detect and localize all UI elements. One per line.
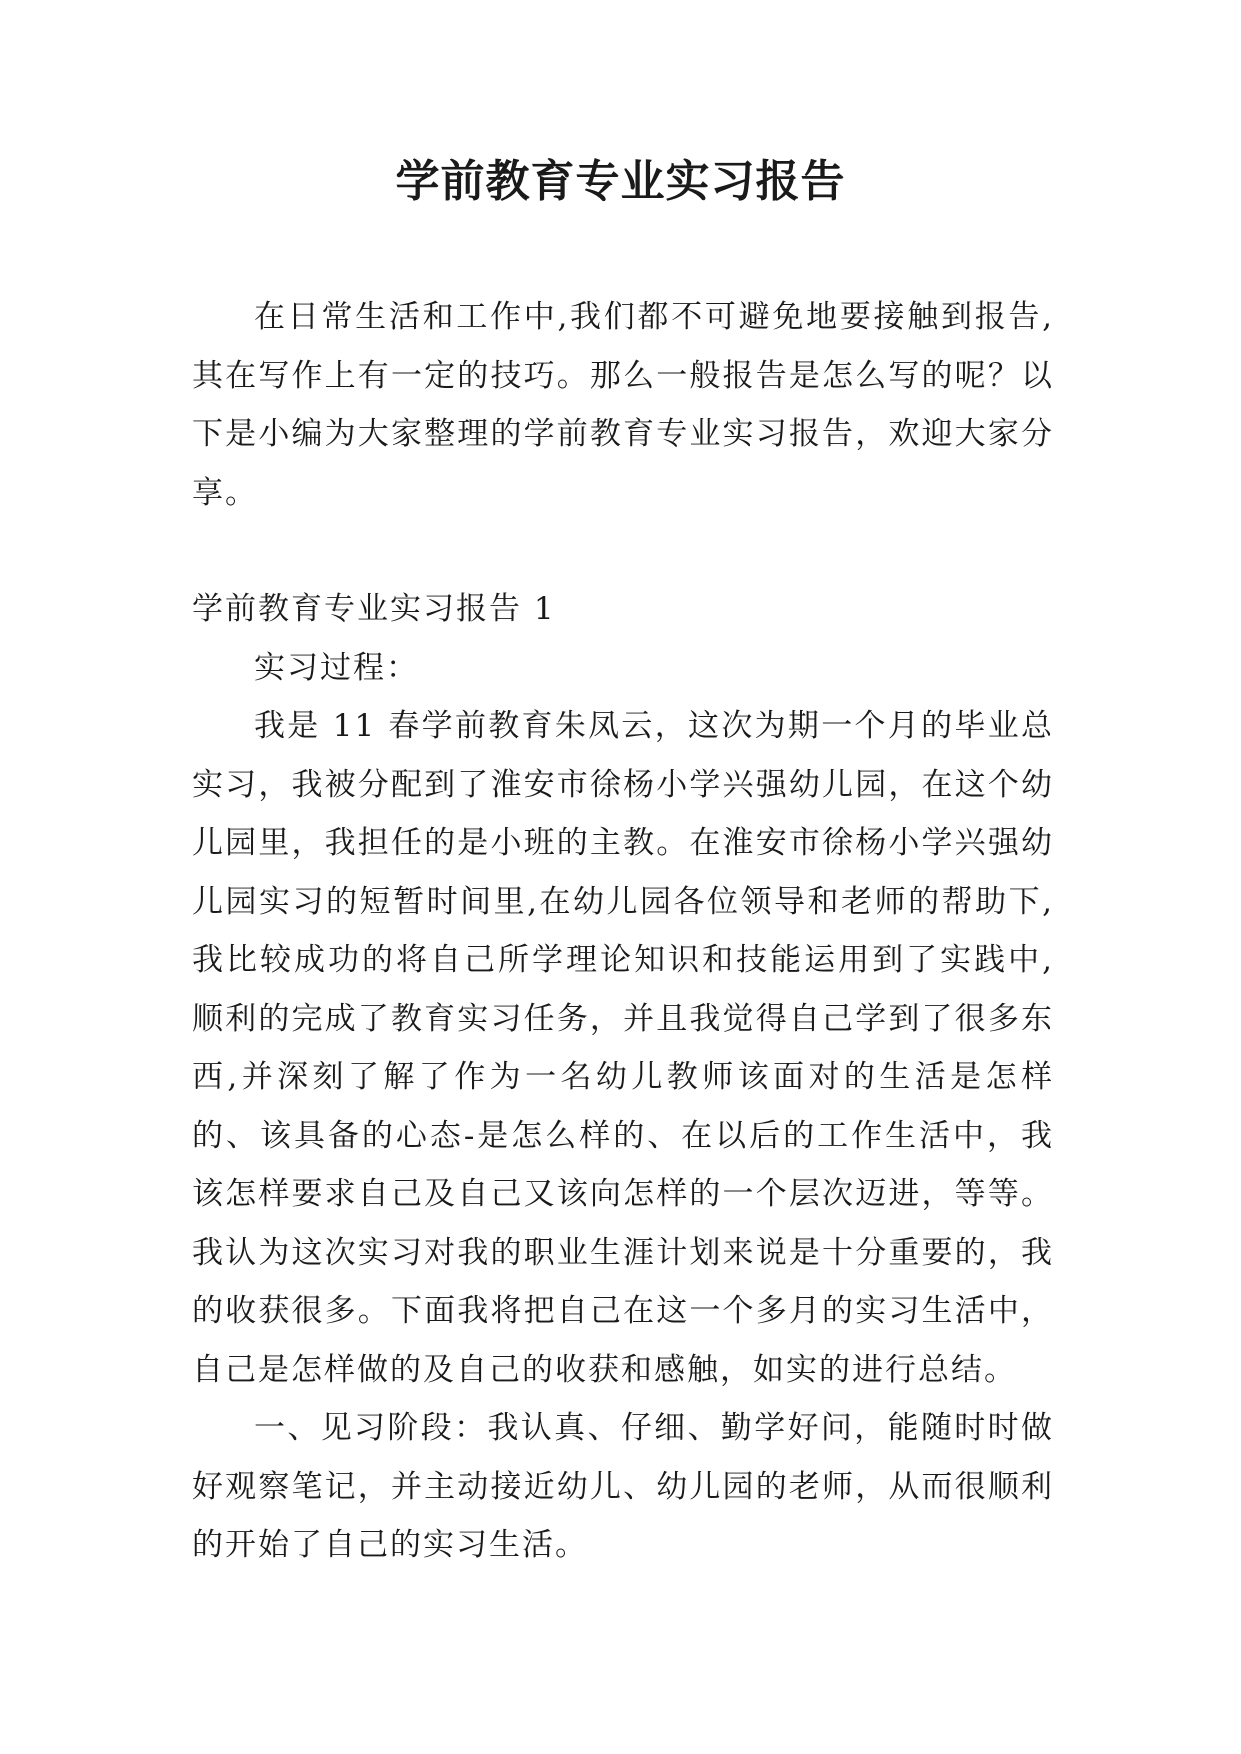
observation-stage-paragraph: 一、见习阶段：我认真、仔细、勤学好问，能随时时做好观察笔记，并主动接近幼儿、幼儿园的老师，从而很顺利的开始了自己的实习生活。 bbox=[192, 1410, 1054, 1563]
body-paragraph: 我是 11 春学前教育朱凤云，这次为期一个月的毕业总实习，我被分配到了淮安市徐杨小学兴强幼儿园，在这个幼儿园里，我担任的是小班的主教。在淮安市徐杨小学兴强幼儿园实习的短暂时间里,在幼儿园各位领导和老师的帮助下,我比较成功的将自己所学理论知识和技能运用到了实践中,顺利的完成了教育实习任务，并且我觉得自己学到了很多东西,并深刻了解了作为一名幼儿教师该面对的生活是怎样的、该具备的心态-是怎么样的、在以后的工作生活中，我该怎样要求自己及自己又该向怎样的一个层次迈进，等等。我认为这次实习对我的职业生涯计划来说是十分重要的，我的收获很多。下面我将把自己在这一个多月的实习生活中，自己是怎样做的及自己的收获和感触，如实的进行总结。 bbox=[192, 708, 1054, 1388]
paragraph-spacer bbox=[192, 522, 1054, 580]
process-label-paragraph: 实习过程： bbox=[254, 649, 419, 686]
document-title: 学前教育专业实习报告 bbox=[395, 156, 846, 207]
intro-paragraph: 在日常生活和工作中,我们都不可避免地要接触到报告,其在写作上有一定的技巧。那么一般报告是怎么写的呢？以下是小编为大家整理的学前教育专业实习报告，欢迎大家分享。 bbox=[192, 299, 1054, 511]
section-heading: 学前教育专业实习报告 1 bbox=[192, 591, 556, 627]
document-body bbox=[192, 288, 1054, 1575]
